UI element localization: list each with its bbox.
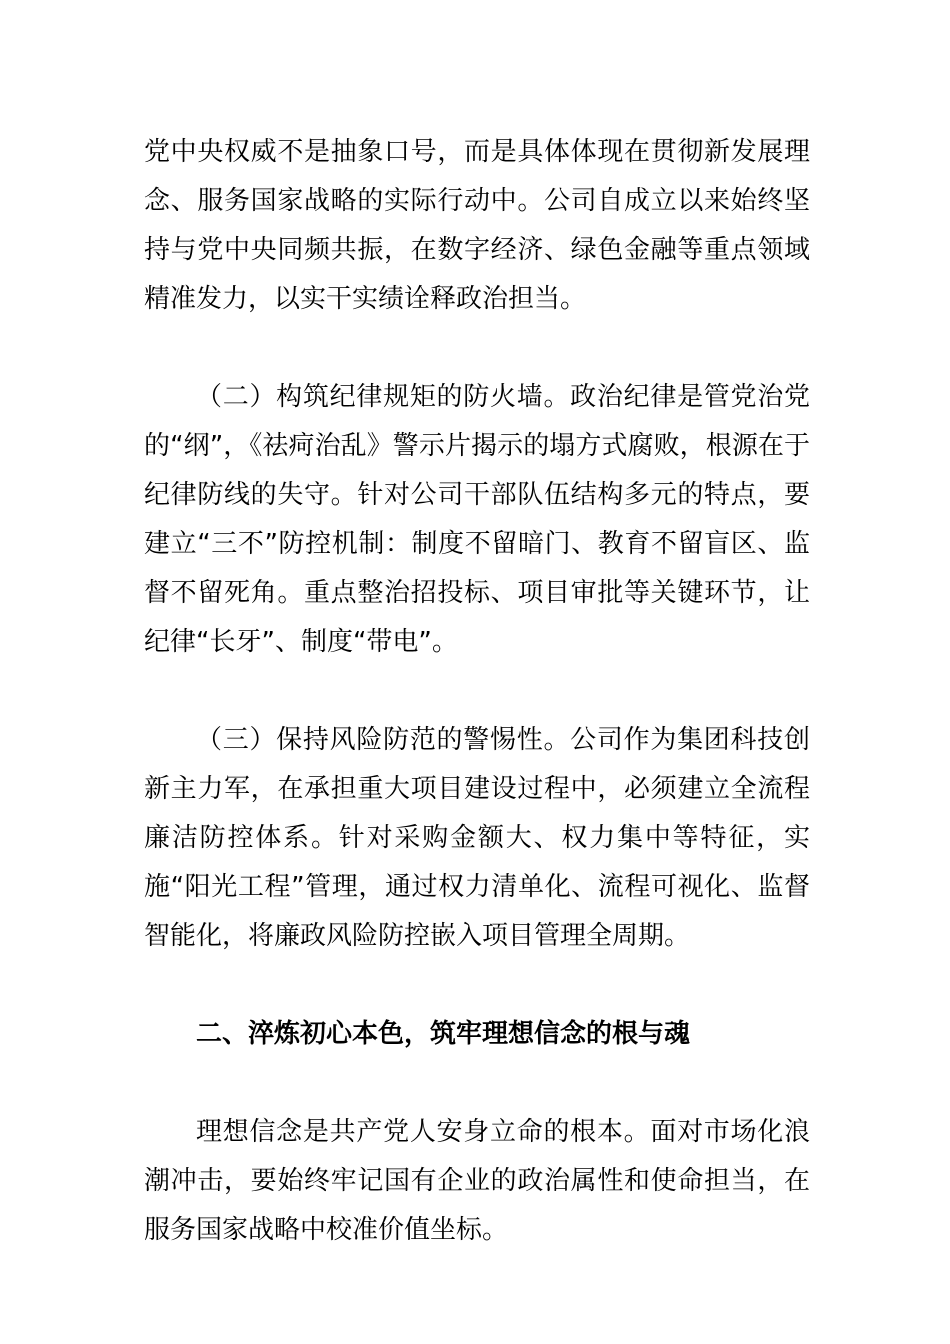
paragraph-risk-prevention: （三）保持风险防范的警惕性。公司作为集团科技创新主力军，在承担重大项目建设过程中，必须建立全流程廉洁防控体系。针对采购金额大、权力集中等特征，实施“阳光工程”管理，通过权力清单化、流程可视化、监督智能化，将廉政风险防控嵌入项目管理全周期。: [144, 725, 810, 951]
section-heading: 二、淬炼初心本色，筑牢理想信念的根与魂: [196, 1019, 691, 1049]
document-body: [144, 128, 810, 1304]
paragraph-ideals-beliefs: 理想信念是共产党人安身立命的根本。面对市场化浪潮冲击，要始终牢记国有企业的政治属性和使命担当，在服务国家战略中校准价值坐标。: [144, 1117, 810, 1245]
paragraph-discipline-firewall: （二）构筑纪律规矩的防火墙。政治纪律是管党治党的“纲”，《祛疴治乱》警示片揭示的塌方式腐败，根源在于纪律防线的失守。针对公司干部队伍结构多元的特点，要建立“三不”防控机制：制度不留暗门、教育不留盲区、监督不留死角。重点整治招投标、项目审批等关键环节，让纪律“长牙”、制度“带电”。: [144, 382, 810, 657]
paragraph-central-authority: 党中央权威不是抽象口号，而是具体体现在贯彻新发展理念、服务国家战略的实际行动中。公司自成立以来始终坚持与党中央同频共振，在数字经济、绿色金融等重点领域精准发力，以实干实绩诠释政治担当。: [144, 137, 810, 314]
